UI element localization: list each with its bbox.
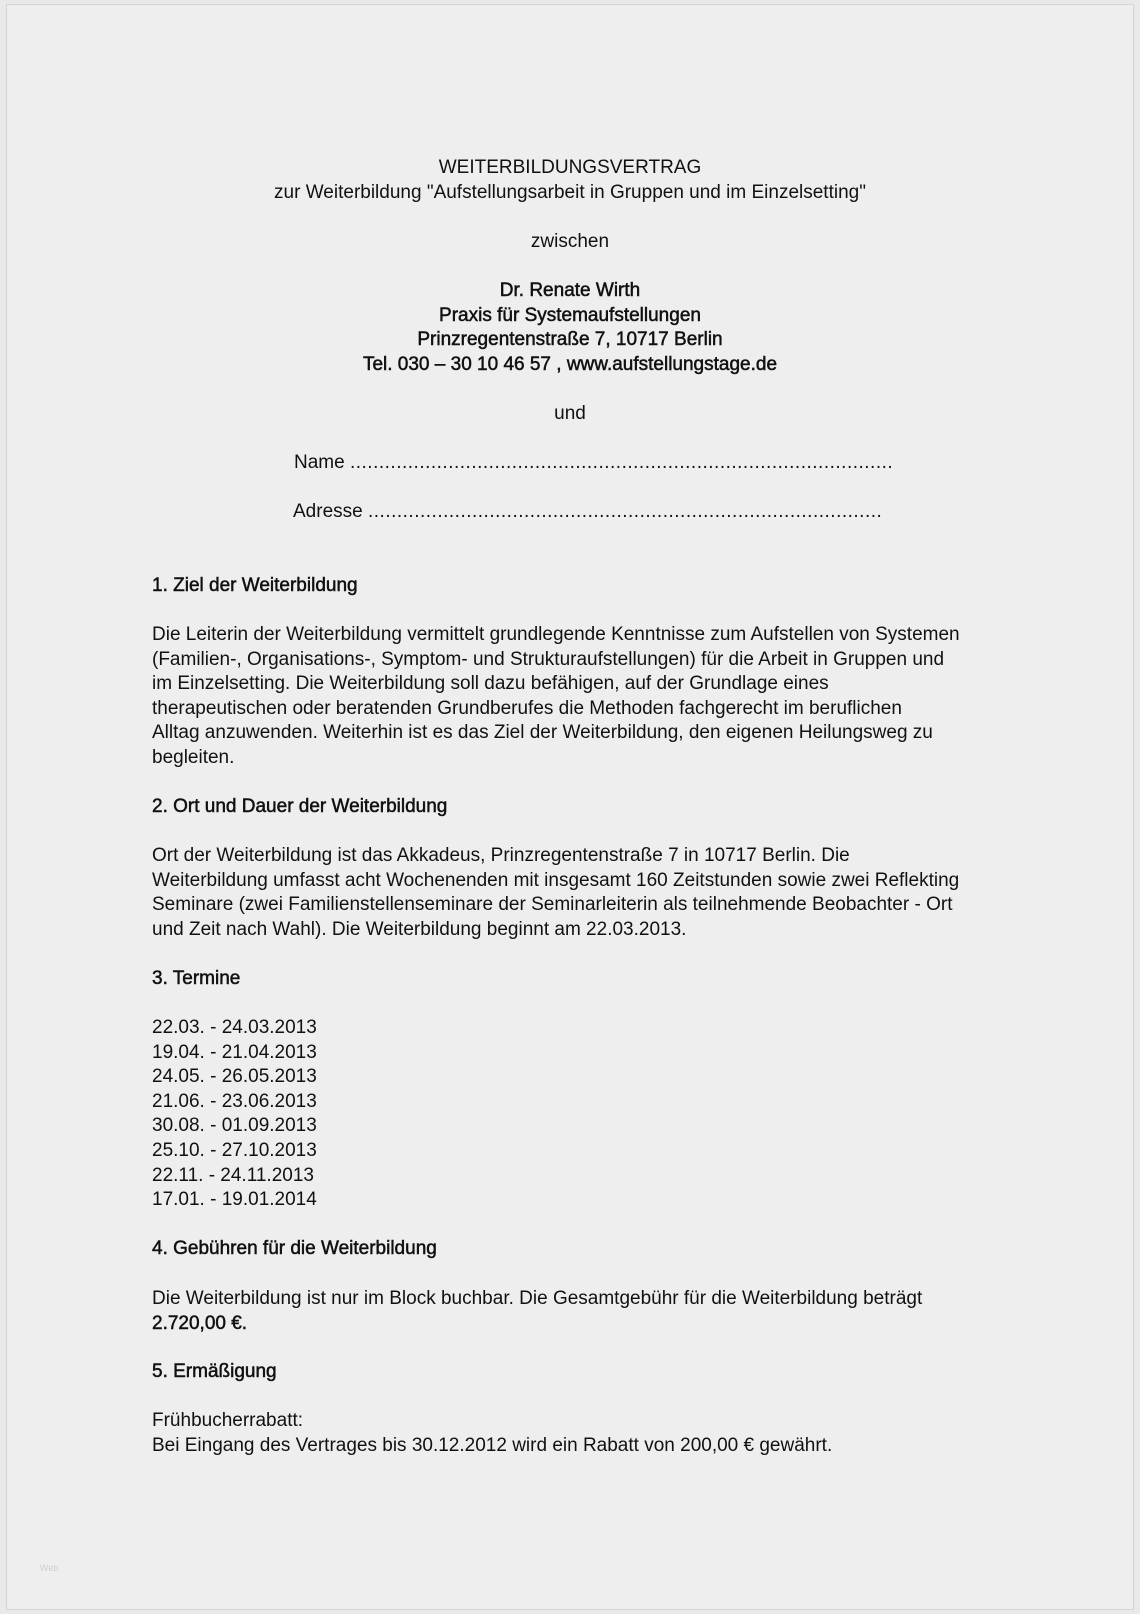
name-label: Name	[294, 452, 345, 473]
section-heading: 2. Ort und Dauer der Weiterbildung	[152, 796, 448, 817]
section-body	[152, 1287, 922, 1336]
text-line: und Zeit nach Wahl). Die Weiterbildung beginnt am 22.03.2013.	[152, 918, 687, 940]
provider-address: Prinzregentenstraße 7, 10717 Berlin	[417, 329, 723, 351]
text-line: Bei Eingang des Vertrages bis 30.12.2012 wird ein Rabatt von 200,00 € gewährt.	[152, 1434, 833, 1456]
section-body	[152, 844, 959, 942]
section-body	[152, 1409, 832, 1458]
address-dots: .........................................................................................	[367, 501, 883, 522]
text-line: Ort der Weiterbildung ist das Akkadeus, Prinzregentenstraße 7 in 10717 Berlin. Die	[152, 845, 850, 866]
provider-contact: Tel. 030 – 30 10 46 57 , www.aufstellungstage.de	[362, 353, 778, 375]
document-header	[0, 156, 1140, 205]
name-dots: ..............................................................................................	[349, 452, 894, 473]
text-line: begleiten.	[152, 746, 235, 768]
and-text: und	[554, 403, 586, 424]
text-line: im Einzelsetting. Die Weiterbildung soll dazu befähigen, auf der Grundlage eines	[152, 673, 829, 695]
text-line: Weiterbildung umfasst acht Wochenenden mit insgesamt 160 Zeitstunden sowie zwei Reflekting	[152, 869, 960, 891]
provider-practice: Praxis für Systemaufstellungen	[439, 304, 701, 326]
section-heading: 3. Termine	[152, 968, 241, 989]
text-line: (Familien-, Organisations-, Symptom- und Strukturaufstellungen) für die Arbeit in Gruppen und	[152, 648, 945, 670]
address-label: Adresse	[293, 501, 363, 522]
date-item: 19.04. - 21.04.2013	[152, 1041, 317, 1063]
date-item: 21.06. - 23.06.2013	[152, 1090, 317, 1112]
name-field	[294, 451, 893, 476]
date-item: 24.05. - 26.05.2013	[152, 1066, 317, 1088]
text-line: Alltag anzuwenden. Weiterhin ist es das Ziel der Weiterbildung, den eigenen Heilungsweg zu	[152, 722, 933, 744]
between-text: zwischen	[530, 231, 610, 252]
text-line: Frühbucherrabatt:	[152, 1410, 304, 1431]
date-item: 17.01. - 19.01.2014	[152, 1189, 317, 1211]
section-body	[152, 623, 960, 771]
date-item: 22.03. - 24.03.2013	[152, 1017, 317, 1038]
section-heading: 4. Gebühren für die Weiterbildung	[152, 1238, 437, 1259]
contract-subtitle: zur Weiterbildung "Aufstellungsarbeit in Gruppen und im Einzelsetting"	[274, 181, 866, 203]
section-heading: 1. Ziel der Weiterbildung	[152, 575, 358, 596]
fee-amount: 2.720,00 €.	[152, 1312, 248, 1334]
provider-block	[0, 279, 1140, 377]
text-line: Die Leiterin der Weiterbildung vermittelt grundlegende Kenntnisse zum Aufstellen von Systemen	[152, 624, 960, 645]
date-item: 22.11. - 24.11.2013	[152, 1164, 314, 1186]
provider-name: Dr. Renate Wirth	[499, 280, 641, 301]
date-item: 25.10. - 27.10.2013	[152, 1139, 317, 1161]
text-line: therapeutischen oder beratenden Grundberufes die Methoden fachgerecht im beruflichen	[152, 697, 902, 719]
section-heading: 5. Ermäßigung	[152, 1361, 277, 1382]
text-line: Seminare (zwei Familienstellenseminare der Seminarleiterin als teilnehmende Beobachter - Ort	[152, 894, 953, 916]
contract-title: WEITERBILDUNGSVERTRAG	[438, 157, 702, 178]
date-item: 30.08. - 01.09.2013	[152, 1115, 317, 1137]
text-line: Die Weiterbildung ist nur im Block buchbar. Die Gesamtgebühr für die Weiterbildung beträgt	[152, 1288, 923, 1309]
address-field	[293, 500, 882, 525]
watermark: Web	[40, 1563, 59, 1573]
dates-list	[152, 1016, 317, 1213]
